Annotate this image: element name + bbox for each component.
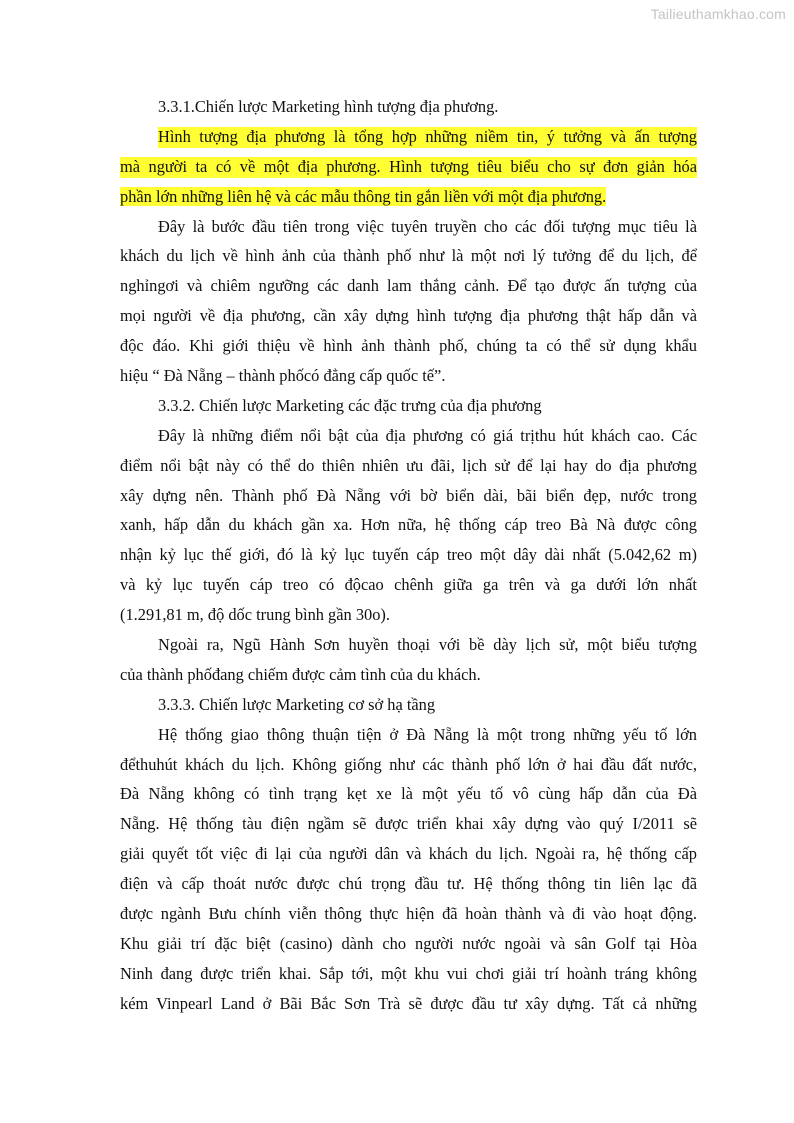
section-heading-331: 3.3.1.Chiến lược Marketing hình tượng địa phương. (158, 97, 499, 116)
paragraph-line: mọi người về địa phương, cần xây dựng hình tượng địa phương thật hấp dẫn và (120, 306, 697, 326)
paragraph-line: mà người ta có về một địa phương. Hình tượng tiêu biểu cho sự đơn giản hóa (120, 152, 697, 182)
paragraph-line: khách du lịch về hình ảnh của thành phố như là một nơi lý tưởng để du lịch, để (120, 246, 697, 266)
watermark-text: Tailieuthamkhao.com (650, 6, 786, 22)
paragraph-line: kém Vinpearl Land ở Bãi Bắc Sơn Trà sẽ được đầu tư xây dựng. Tất cả những (120, 993, 697, 1013)
paragraph-line: điểm nổi bật này có thể do thiên nhiên ưu đãi, lịch sử để lại hay do địa phương (120, 455, 697, 475)
paragraph-highlights (120, 421, 697, 630)
paragraph-line: nghỉngơi và chiêm ngưỡng các danh lam thắng cảnh. Để tạo được ấn tượng của (120, 276, 697, 296)
paragraph-line: Hệ thống giao thông thuận tiện ở Đà Nẵng là một trong những yếu tố lớn (158, 724, 697, 744)
paragraph-line: độc đáo. Khi giới thiệu về hình ảnh thành phố, chúng ta có thể sử dụng khẩu (120, 336, 697, 356)
highlighted-text: phần lớn những liên hệ và các mẫu thông tin gắn liền với một địa phương. (120, 186, 607, 206)
paragraph-line: giải quyết tốt việc đi lại của người dân và khách du lịch. Ngoài ra, hệ thống cấp (120, 844, 697, 864)
paragraph-line: Đây là những điểm nổi bật của địa phương có giá trịthu hút khách cao. Các (158, 425, 697, 445)
paragraph-line: xanh, hấp dẫn du khách gần xa. Hơn nữa, hệ thống cáp treo Bà Nà được công (120, 515, 697, 535)
paragraph-line: (1.291,81 m, độ dốc trung bình gần 30o). (120, 605, 390, 625)
paragraph-line: đểthuhút khách du lịch. Không giống như các thành phố lớn ở hai đầu đất nước, (120, 754, 697, 774)
section-heading-333: 3.3.3. Chiến lược Marketing cơ sở hạ tầng (158, 694, 436, 714)
document-page (120, 92, 697, 1019)
paragraph-line (120, 182, 697, 212)
paragraph-line: Khu giải trí đặc biệt (casino) dành cho người nước ngoài và sân Golf tại Hòa (120, 933, 697, 953)
paragraph-ngu-hanh-son (120, 630, 697, 690)
paragraph-first-step (120, 212, 697, 391)
paragraph-line: Hình tượng địa phương là tổng hợp những niềm tin, ý tưởng và ấn tượng (120, 122, 697, 152)
paragraph-line: Ngoài ra, Ngũ Hành Sơn huyền thoại với bề dày lịch sử, một biểu tượng (158, 635, 697, 655)
section-heading-332: 3.3.2. Chiến lược Marketing các đặc trưng của địa phương (158, 395, 542, 415)
paragraph-definition (120, 122, 697, 212)
paragraph-line: được ngành Bưu chính viễn thông thực hiện đã hoàn thành và đi vào hoạt động. (120, 904, 697, 924)
paragraph-line: Nẵng. Hệ thống tàu điện ngầm sẽ được triển khai xây dựng vào quý I/2011 sẽ (120, 814, 697, 834)
paragraph-line: Đà Nẵng không có tình trạng kẹt xe là một yếu tố vô cùng hấp dẫn của Đà (120, 784, 697, 804)
paragraph-line: và kỷ lục tuyến cáp treo có độcao chênh giữa ga trên và ga dưới lớn nhất (120, 575, 697, 595)
paragraph-line: của thành phốđang chiếm được cảm tình của du khách. (120, 664, 481, 684)
paragraph-line: Ninh đang được triển khai. Sắp tới, một khu vui chơi giải trí hoành tráng không (120, 963, 697, 983)
paragraph-line: xây dựng nên. Thành phố Đà Nẵng với bờ biển dài, bãi biển đẹp, nước trong (120, 485, 697, 505)
paragraph-infrastructure (120, 720, 697, 1019)
paragraph-line: điện và cấp thoát nước được chú trọng đầu tư. Hệ thống thông tin liên lạc đã (120, 874, 697, 894)
paragraph-line: hiệu “ Đà Nẵng – thành phốcó đẳng cấp quốc tế”. (120, 366, 446, 386)
paragraph-line: Đây là bước đầu tiên trong việc tuyên truyền cho các đối tượng mục tiêu là (158, 216, 697, 236)
paragraph-line: nhận kỷ lục thế giới, đó là kỷ lục tuyến cáp treo một dây dài nhất (5.042,62 m) (120, 545, 697, 565)
